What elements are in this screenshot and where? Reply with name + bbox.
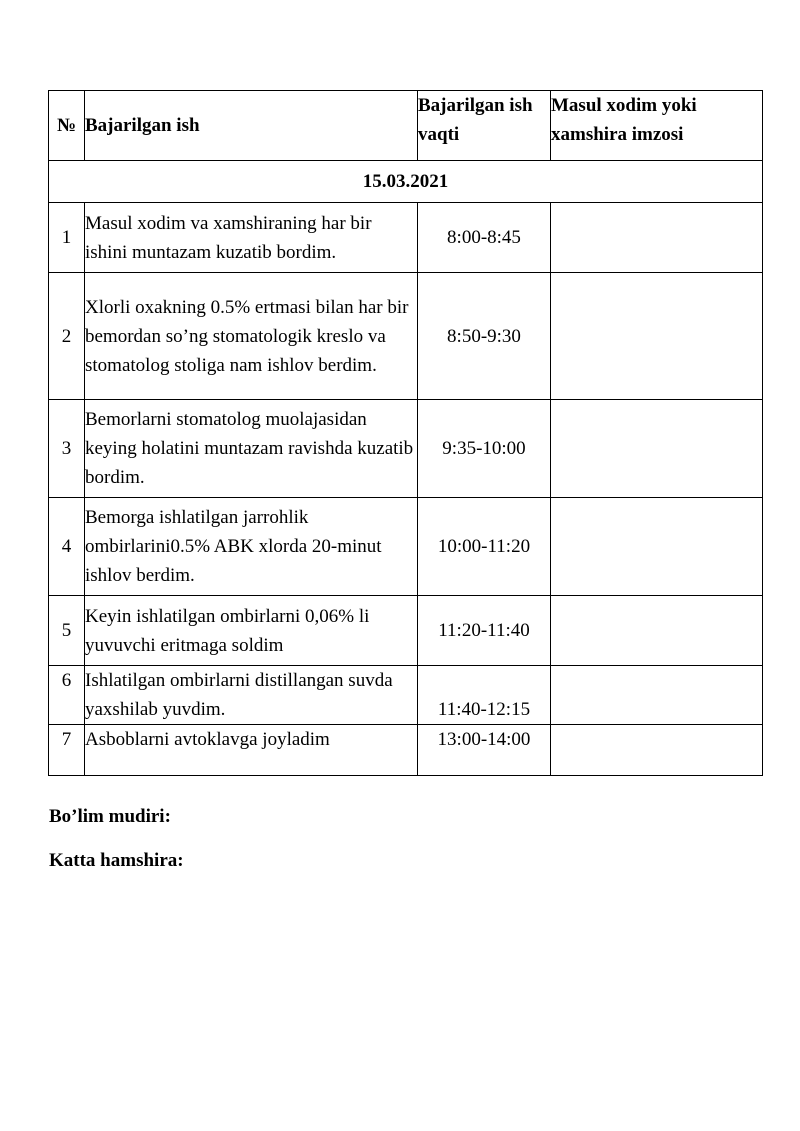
work-log-table [48, 90, 763, 776]
row-number: 5 [49, 596, 85, 666]
table-row [49, 725, 763, 776]
row-signature [551, 400, 763, 498]
row-work: Bemorlarni stomatolog muolajasidan keying holatini muntazam ravishda kuzatib bordim. [85, 400, 418, 498]
table-row [49, 400, 763, 498]
row-time: 8:00-8:45 [418, 203, 551, 273]
row-number: 2 [49, 273, 85, 400]
row-number: 7 [49, 725, 85, 776]
row-work: Asboblarni avtoklavga joyladim [85, 725, 418, 776]
row-signature [551, 596, 763, 666]
row-signature [551, 273, 763, 400]
header-number: № [49, 91, 85, 161]
row-number: 3 [49, 400, 85, 498]
row-signature [551, 203, 763, 273]
table-row [49, 203, 763, 273]
row-time: 10:00-11:20 [418, 498, 551, 596]
row-number: 1 [49, 203, 85, 273]
row-signature [551, 498, 763, 596]
date-row [49, 161, 763, 203]
row-work: Keyin ishlatilgan ombirlarni 0,06% li yuvuvchi eritmaga soldim [85, 596, 418, 666]
table-row [49, 273, 763, 400]
row-time: 11:40-12:15 [418, 666, 551, 725]
table-header-row [49, 91, 763, 161]
header-signature: Masul xodim yoki xamshira imzosi [551, 91, 763, 161]
row-work: Bemorga ishlatilgan jarrohlik ombirlarini0.5% ABK xlorda 20-minut ishlov berdim. [85, 498, 418, 596]
row-signature [551, 725, 763, 776]
row-work: Ishlatilgan ombirlarni distillangan suvda yaxshilab yuvdim. [85, 666, 418, 725]
row-work: Xlorli oxakning 0.5% ertmasi bilan har bir bemordan so’ng stomatologik kreslo va stomatolog stoliga nam ishlov berdim. [85, 273, 418, 400]
head-of-department-label: Bo’lim mudiri: [49, 806, 171, 827]
row-time: 13:00-14:00 [418, 725, 551, 776]
row-work: Masul xodim va xamshiraning har bir ishini muntazam kuzatib bordim. [85, 203, 418, 273]
row-time: 11:20-11:40 [418, 596, 551, 666]
date-cell: 15.03.2021 [49, 161, 763, 203]
senior-nurse-label: Katta hamshira: [49, 850, 184, 871]
row-time: 9:35-10:00 [418, 400, 551, 498]
header-time: Bajarilgan ish vaqti [418, 91, 551, 161]
table-row [49, 498, 763, 596]
table-row [49, 666, 763, 725]
row-number: 4 [49, 498, 85, 596]
row-number: 6 [49, 666, 85, 725]
header-work: Bajarilgan ish [85, 91, 418, 161]
table-row [49, 596, 763, 666]
row-signature [551, 666, 763, 725]
row-time: 8:50-9:30 [418, 273, 551, 400]
